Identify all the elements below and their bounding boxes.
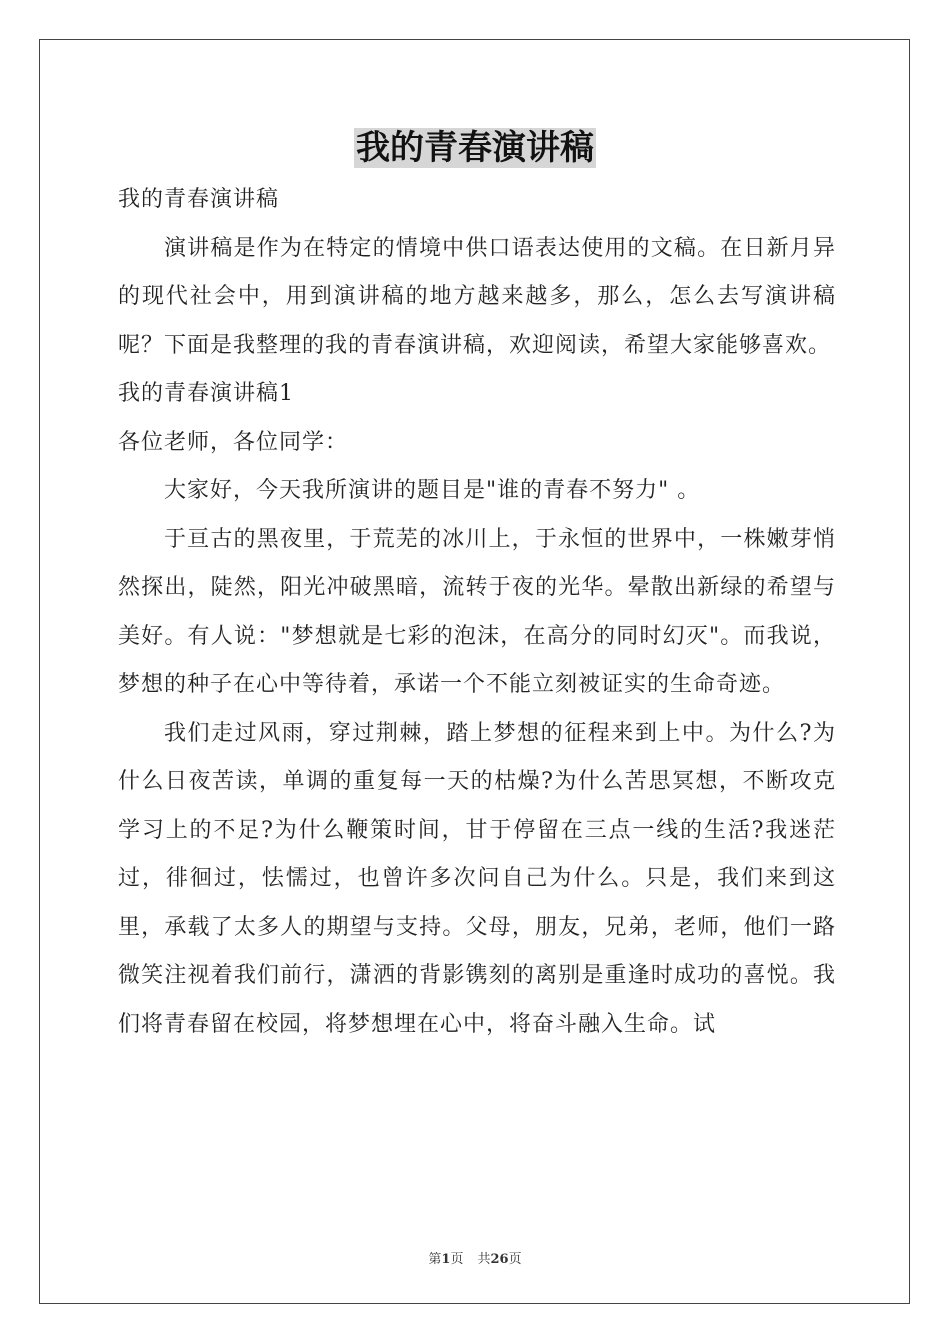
total-prefix: 共 — [477, 1252, 491, 1267]
paragraph: 各位老师，各位同学： — [118, 429, 349, 455]
page-suffix: 页 — [450, 1252, 464, 1267]
document-title: 我的青春演讲稿 — [356, 128, 594, 168]
paragraph: 演讲稿是作为在特定的情境中供口语表达使用的文稿。在日新月异的现代社会中，用到演讲稿的地方越来越多，那么，怎么去写演讲稿呢？下面是我整理的我的青春演讲稿，欢迎阅读，希望大家能够喜欢。 — [118, 235, 836, 358]
document-body — [118, 176, 836, 1049]
paragraph: 于亘古的黑夜里，于荒芜的冰川上，于永恒的世界中，一株嫩芽悄然探出，陡然，阳光冲破黑暗，流转于夜的光华。晕散出新绿的希望与美好。有人说："梦想就是七彩的泡沫，在高分的同时幻灭"。而我说，梦想的种子在心中等待着，承诺一个不能立刻被证实的生命奇迹。 — [118, 526, 836, 697]
total-suffix: 页 — [508, 1252, 522, 1267]
paragraph: 大家好，今天我所演讲的题目是"谁的青春不努力" 。 — [164, 478, 701, 503]
paragraph: 我的青春演讲稿 — [118, 187, 280, 212]
paragraph: 我们走过风雨，穿过荆棘，踏上梦想的征程来到上中。为什么?为什么日夜苦读，单调的重复每一天的枯燥?为什么苦思冥想，不断攻克学习上的不足?为什么鞭策时间，甘于停留在三点一线的生活?我迷茫过，徘徊过，怯懦过，也曾许多次问自己为什么。只是，我们来到这里，承载了太多人的期望与支持。父母，朋友，兄弟，老师，他们一路微笑注视着我们前行，潇洒的背影镌刻的离别是重逢时成功的喜悦。我们将青春留在校园，将梦想埋在心中，将奋斗融入生命。试 — [118, 720, 836, 1037]
page-prefix: 第 — [428, 1252, 442, 1267]
title-container — [0, 128, 950, 168]
paragraph: 我的青春演讲稿1 — [118, 381, 294, 406]
page-current: 1 — [441, 1252, 451, 1267]
page-total: 26 — [490, 1252, 509, 1267]
page-footer — [0, 1248, 950, 1267]
